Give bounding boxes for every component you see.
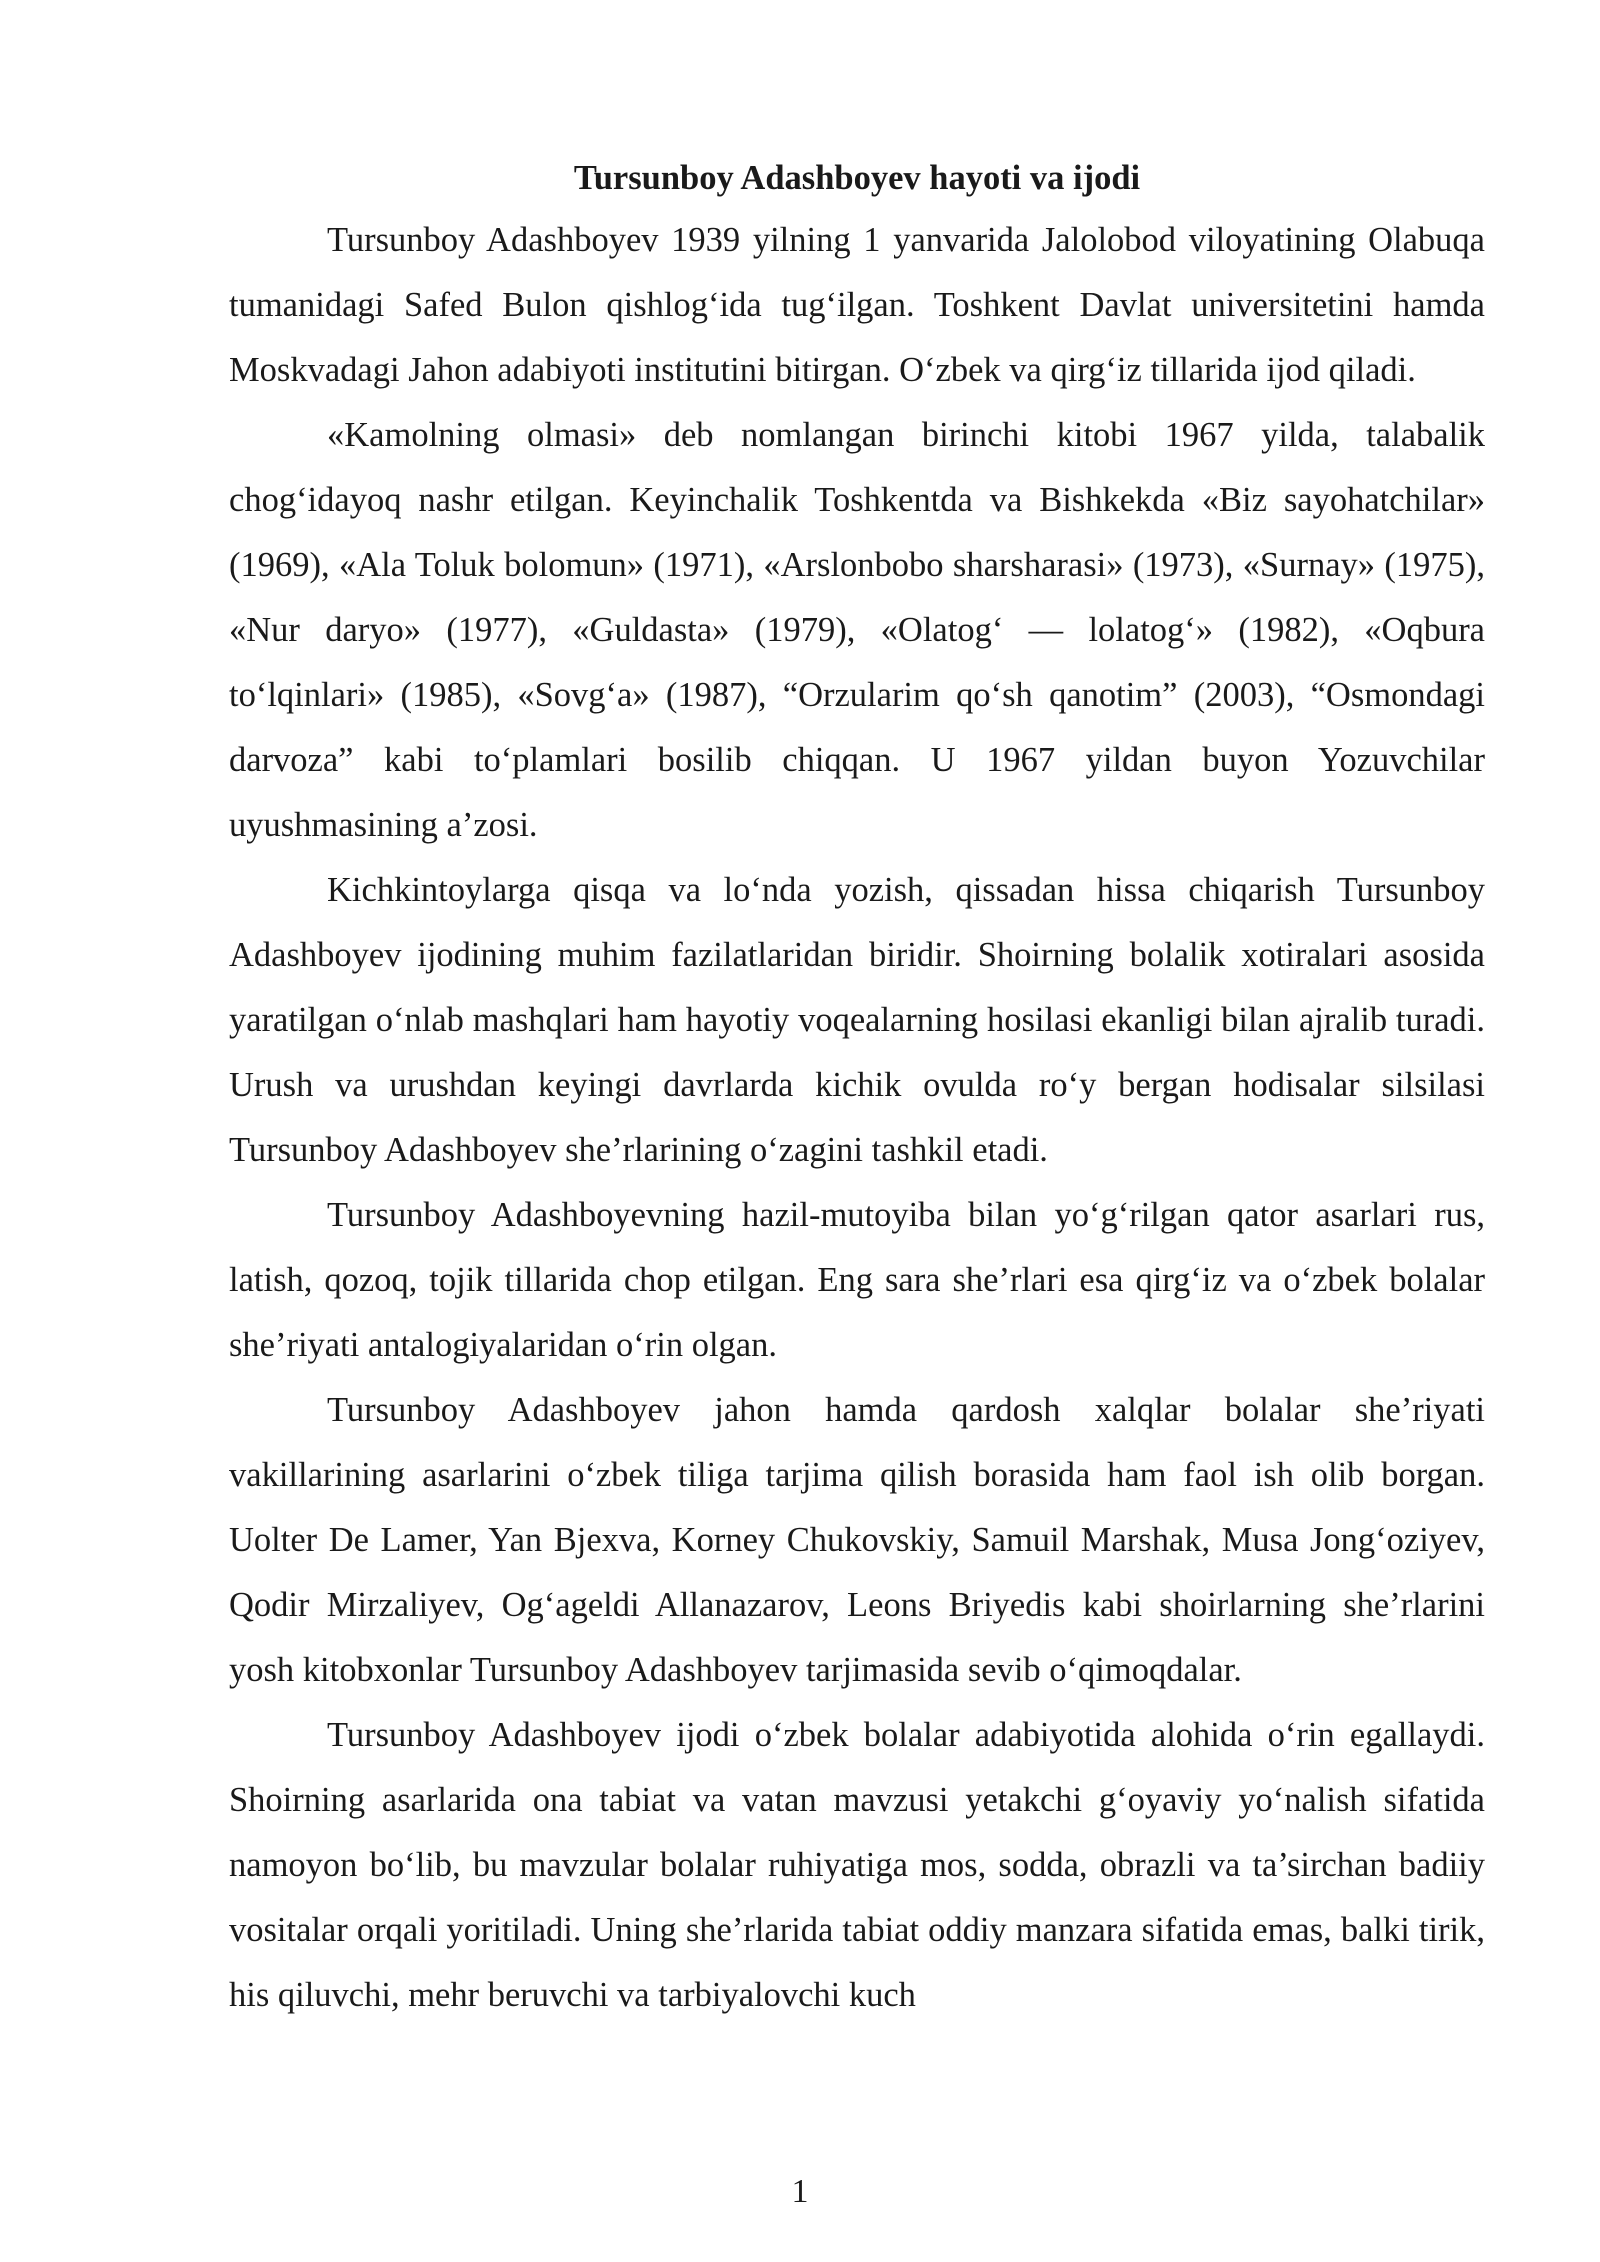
page-number: 1 [791,2173,809,2210]
document-title: Tursunboy Adashboyev hayoti va ijodi [573,159,1141,197]
paragraph-translations-of-works: Tursunboy Adashboyevning hazil-mutoyiba bilan yo‘g‘rilgan qator asarlari rus, latish, qozoq, tojik tillarida chop etilgan. Eng sara she’rlari esa qirg‘iz va o‘zbek bolalar she’riyati antalogiyalaridan o‘rin olgan. [229,1196,1485,1364]
paragraph-birth-education: Tursunboy Adashboyev 1939 yilning 1 yanvarida Jalolobod viloyatining Olabuqa tumanidagi Safed Bulon qishlog‘ida tug‘ilgan. Toshkent Davlat universitetini hamda Moskvadagi Jahon adabiyoti institutini bitirgan. O‘zbek va qirg‘iz tillarida ijod qiladi. [229,221,1485,389]
document-body [229,148,1485,2028]
paragraph-publications: «Kamolning olmasi» deb nomlangan birinchi kitobi 1967 yilda, talabalik chog‘idayoq nashr etilgan. Keyinchalik Toshkentda va Bishkekda «Biz sayohatchilar» (1969), «Ala Toluk bolomun» (1971), «Arslonbobo sharsharasi» (1973), «Surnay» (1975), «Nur daryo» (1977), «Guldasta» (1979), «Olatog‘ — lolatog‘» (1982), «Oqbura to‘lqinlari» (1985), «Sovg‘a» (1987), “Orzularim qo‘sh qanotim” (2003), “Osmondagi darvoza” kabi to‘plamlari bosilib chiqqan. U 1967 yildan buyon Yozuvchilar uyushmasining a’zosi. [229,416,1485,844]
paragraph-translation-activity: Tursunboy Adashboyev jahon hamda qardosh xalqlar bolalar she’riyati vakillarining asarlarini o‘zbek tiliga tarjima qilish borasida ham faol ish olib borgan. Uolter De Lamer, Yan Bjexva, Korney Chukovskiy, Samuil Marshak, Musa Jong‘oziyev, Qodir Mirzaliyev, Og‘ageldi Allanazarov, Leons Briyedis kabi shoirlarning she’rlarini yosh kitobxonlar Tursunboy Adashboyev tarjimasida sevib o‘qimoqdalar. [229,1391,1485,1689]
paragraph-place-in-literature: Tursunboy Adashboyev ijodi o‘zbek bolalar adabiyotida alohida o‘rin egallaydi. Shoirning asarlarida ona tabiat va vatan mavzusi yetakchi g‘oyaviy yo‘nalish sifatida namoyon bo‘lib, bu mavzular bolalar ruhiyatiga mos, sodda, obrazli va ta’sirchan badiiy vositalar orqali yoritiladi. Uning she’rlarida tabiat oddiy manzara sifatida emas, balki tirik, his qiluvchi, mehr beruvchi va tarbiyalovchi kuch [229,1716,1485,2014]
paragraph-creative-style: Kichkintoylarga qisqa va lo‘nda yozish, qissadan hissa chiqarish Tursunboy Adashboyev ijodining muhim fazilatlaridan biridir. Shoirning bolalik xotiralari asosida yaratilgan o‘nlab mashqlari ham hayotiy voqealarning hosilasi ekanligi bilan ajralib turadi. Urush va urushdan keyingi davrlarda kichik ovulda ro‘y bergan hodisalar silsilasi Tursunboy Adashboyev she’rlarining o‘zagini tashkil etadi. [229,871,1485,1169]
